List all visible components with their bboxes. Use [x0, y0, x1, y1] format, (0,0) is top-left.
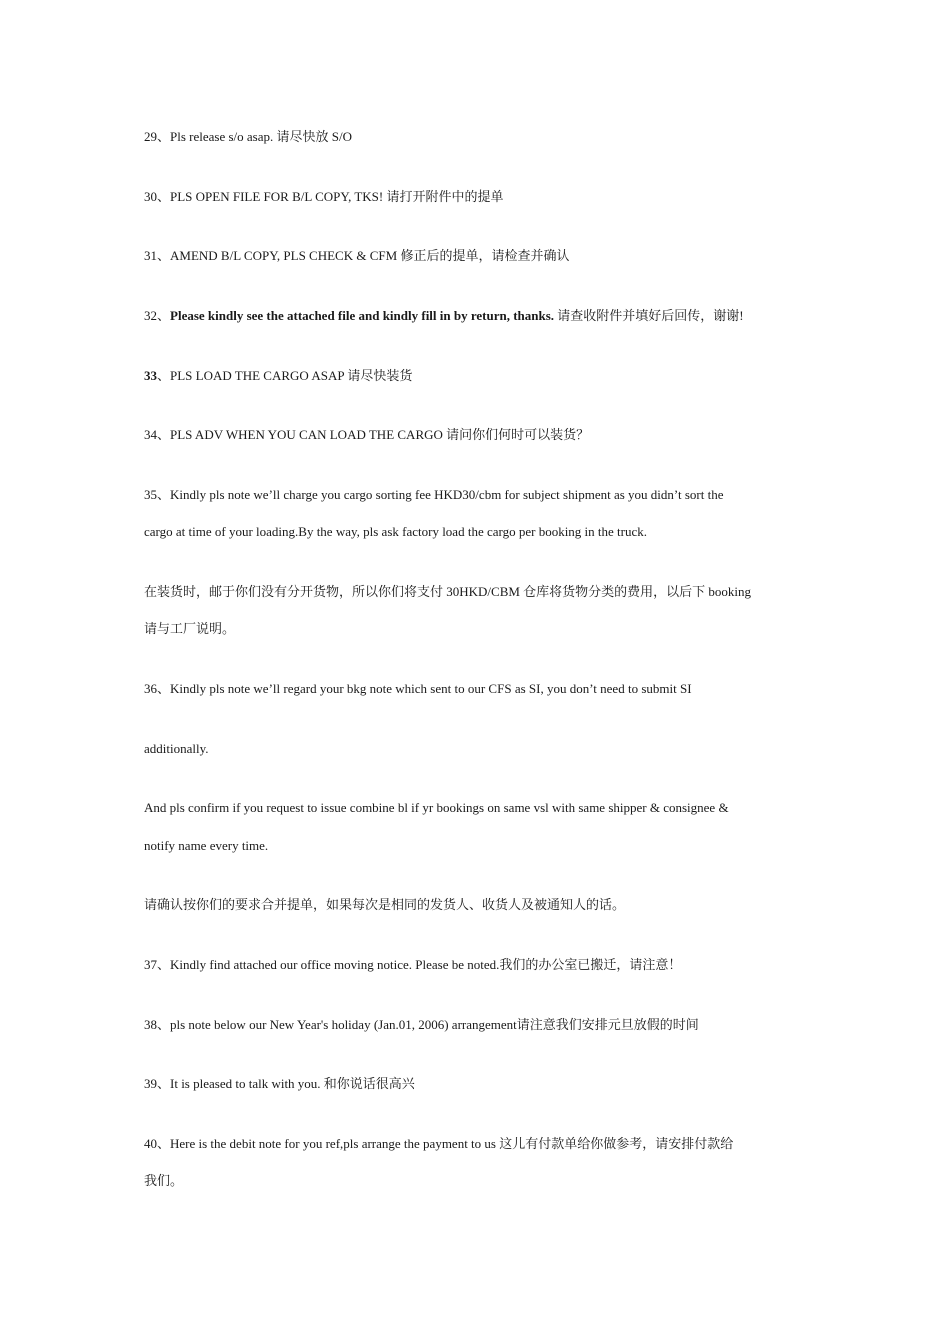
- item-36-request-line-1: And pls confirm if you request to issue combine bl if yr bookings on same vsl with same shipper & consignee &: [144, 800, 729, 815]
- item-32-bold-text: Please kindly see the attached file and kindly fill in by return, thanks.: [170, 308, 555, 323]
- item-32: [144, 307, 814, 325]
- item-39: 39、It is pleased to talk with you. 和你说话很高兴: [144, 1076, 415, 1091]
- item-33: [144, 367, 814, 385]
- item-31: 31、AMEND B/L COPY, PLS CHECK & CFM 修正后的提单，请检查并确认: [144, 248, 570, 263]
- item-36-line-1: 36、Kindly pls note we’ll regard your bkg note which sent to our CFS as SI, you don’t need to submit SI: [144, 681, 692, 696]
- item-32-translation: 请查收附件并填好后回传，谢谢!: [554, 308, 744, 323]
- item-35-line-1: 35、Kindly pls note we’ll charge you cargo sorting fee HKD30/cbm for subject shipment as you didn’t sort the: [144, 487, 724, 502]
- item-37: 37、Kindly find attached our office moving notice. Please be noted.我们的办公室已搬迁，请注意！: [144, 957, 682, 972]
- item-34: 34、PLS ADV WHEN YOU CAN LOAD THE CARGO 请问你们何时可以装货？: [144, 427, 590, 442]
- item-40-line-2: 我们。: [144, 1173, 184, 1188]
- item-32-number: 32、: [144, 308, 171, 323]
- item-38: 38、pls note below our New Year's holiday (Jan.01, 2006) arrangement请注意我们安排元旦放假的时间: [144, 1017, 699, 1032]
- item-35-translation-line-2: 请与工厂说明。: [144, 621, 236, 636]
- item-29: 29、Pls release s/o asap. 请尽快放 S/O: [144, 129, 352, 144]
- item-36-line-2: additionally.: [144, 741, 209, 756]
- item-30: 30、PLS OPEN FILE FOR B/L COPY, TKS! 请打开附件中的提单: [144, 189, 504, 204]
- item-36-translation: 请确认按你们的要求合并提单，如果每次是相同的发货人、收货人及被通知人的话。: [144, 897, 626, 912]
- item-35-translation-line-1: 在装货时，邮于你们没有分开货物，所以你们将支付 30HKD/CBM 仓库将货物分类的费用，以后下 booking: [144, 584, 752, 599]
- item-33-text: 、PLS LOAD THE CARGO ASAP 请尽快装货: [157, 368, 413, 383]
- item-40-line-1: 40、Here is the debit note for you ref,pls arrange the payment to us 这儿有付款单给你做参考，请安排付款给: [144, 1136, 734, 1151]
- item-35-line-2: cargo at time of your loading.By the way, pls ask factory load the cargo per booking in the truck.: [144, 524, 648, 539]
- item-33-number: 33: [144, 368, 157, 383]
- item-36-request-line-2: notify name every time.: [144, 838, 269, 853]
